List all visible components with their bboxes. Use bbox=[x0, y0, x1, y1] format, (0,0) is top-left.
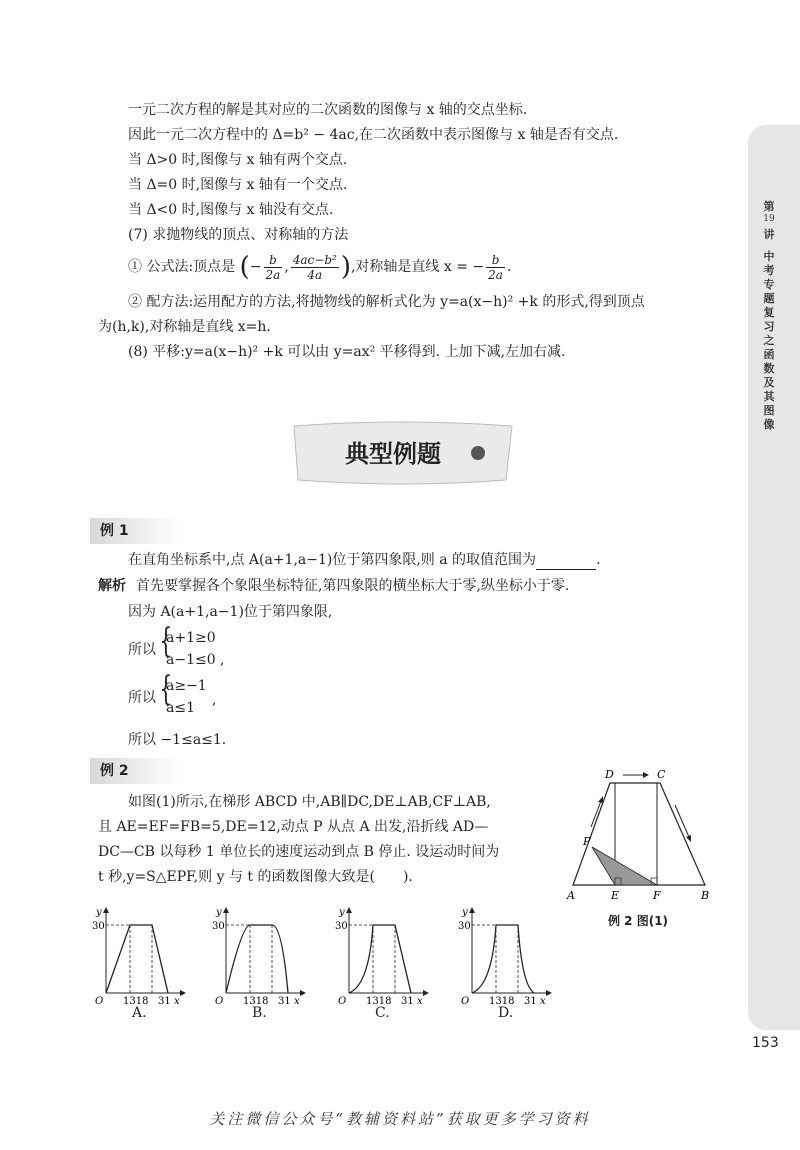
chapter-number: 19 bbox=[763, 214, 775, 224]
footer-note: 关注微信公众号“教辅资料站”获取更多学习资料 bbox=[209, 1110, 591, 1128]
section-banner bbox=[288, 418, 518, 488]
system2-comma: , bbox=[212, 692, 217, 708]
ex2-q4: t 秒,y=S△EPF,则 y 与 t 的函数图像大致是( ). bbox=[98, 869, 413, 885]
tick-30: 30 bbox=[212, 921, 225, 932]
axis-y-label: y bbox=[216, 907, 222, 918]
ex2-q2: 且 AE=EF=FB=5,DE=12,动点 P 从点 A 出发,沿折线 AD— bbox=[98, 819, 489, 835]
origin-label: O bbox=[215, 996, 224, 1005]
axis-x-label: x bbox=[294, 996, 300, 1005]
brace-2: { bbox=[159, 669, 173, 709]
system2-b: a≤1 bbox=[166, 700, 195, 716]
label-C: C bbox=[657, 768, 666, 781]
ex1-so-1: 所以 bbox=[128, 642, 156, 658]
frac-b-2a: $\frac{b}{2a}$ bbox=[265, 252, 281, 282]
tick-13-18: 1318 bbox=[489, 996, 515, 1005]
tick-31: 31 bbox=[158, 996, 171, 1005]
option-label-a[interactable]: A. bbox=[132, 1005, 147, 1021]
vertex-formula-prefix: ① 公式法:顶点是 bbox=[128, 259, 236, 275]
ex2-q3: DC—CB 以每秒 1 单位长的速度运动到点 B 停止. 设运动时间为 bbox=[98, 844, 500, 860]
option-label-c[interactable]: C. bbox=[375, 1005, 390, 1021]
label-P: P bbox=[583, 835, 591, 848]
option-label-b[interactable]: B. bbox=[252, 1005, 267, 1021]
origin-label: O bbox=[338, 996, 347, 1005]
graph-option-a bbox=[92, 905, 192, 1005]
vertex-formula-line: ① 公式法:顶点是 (− $\frac{b}{2a}$ , $\frac{\text{4ac−b²}}{4a}$ ),对称轴是直线 x = − $\frac{b}{2a}$ . bbox=[128, 252, 512, 282]
label-B: B bbox=[701, 889, 710, 902]
theory-line-2: 因此一元二次方程中的 Δ=b² − 4ac,在二次函数中表示图像与 x 轴是否有交点. bbox=[128, 127, 619, 143]
theory-line-4: 当 Δ=0 时,图像与 x 轴有一个交点. bbox=[128, 177, 348, 193]
tick-31: 31 bbox=[401, 996, 414, 1005]
ex2-q1: 如图(1)所示,在梯形 ABCD 中,AB∥DC,DE⊥AB,CF⊥AB, bbox=[128, 794, 491, 810]
tick-13-18: 1318 bbox=[366, 996, 392, 1005]
axis-y-label: y bbox=[96, 907, 102, 918]
banner-title: 典型例题 bbox=[345, 439, 441, 468]
solution-label: 解析 bbox=[98, 578, 126, 594]
chapter-title: 中考专题复习之函数及其图像 bbox=[763, 250, 775, 431]
ex1-solution-line-2: 因为 A(a+1,a−1)位于第四象限, bbox=[128, 604, 333, 620]
ex1-final: 所以 −1≤a≤1. bbox=[128, 732, 227, 748]
ex1-so-2: 所以 bbox=[128, 690, 156, 706]
chapter-di: 第 bbox=[763, 200, 775, 213]
theory-line-1: 一元二次方程的解是其对应的二次函数的图像与 x 轴的交点坐标. bbox=[128, 102, 528, 118]
theory-line-6: (7) 求抛物线的顶点、对称轴的方法 bbox=[128, 227, 349, 243]
tick-13-18: 1318 bbox=[243, 996, 269, 1005]
label-E: E bbox=[611, 889, 620, 902]
frac-4ac: $\frac{\text{4ac−b²}}{4a}$ bbox=[292, 252, 337, 282]
label-F: F bbox=[653, 889, 661, 902]
axis-y-label: y bbox=[339, 907, 345, 918]
tick-13-18: 1318 bbox=[123, 996, 149, 1005]
tick-30: 30 bbox=[92, 921, 105, 932]
frac-axis: $\frac{b}{2a}$ bbox=[488, 252, 503, 282]
axis-y-label: y bbox=[462, 907, 468, 918]
origin-label: O bbox=[461, 996, 470, 1005]
system1-a: a+1≥0 bbox=[166, 630, 216, 646]
graph-option-c bbox=[335, 905, 435, 1005]
system2-a: a≥−1 bbox=[166, 678, 207, 694]
origin-label: O bbox=[95, 996, 104, 1005]
theory-line-8: ② 配方法:运用配方的方法,将抛物线的解析式化为 y=a(x−h)² +k 的形式,得到顶点 bbox=[128, 294, 645, 310]
theory-line-5: 当 Δ<0 时,图像与 x 轴没有交点. bbox=[128, 202, 334, 218]
option-label-d[interactable]: D. bbox=[498, 1005, 514, 1021]
brace-1: { bbox=[159, 621, 173, 661]
answer-blank[interactable] bbox=[536, 555, 596, 570]
ex1-question-text: 在直角坐标系中,点 A(a+1,a−1)位于第四象限,则 a 的取值范围为 bbox=[128, 552, 537, 568]
figure-caption: 例 2 图(1) bbox=[608, 914, 669, 928]
tick-31: 31 bbox=[524, 996, 537, 1005]
theory-line-9: 为(h,k),对称轴是直线 x=h. bbox=[98, 319, 271, 335]
theory-line-10: (8) 平移:y=a(x−h)² +k 可以由 y=ax² 平移得到. 上加下减,左加右减. bbox=[128, 344, 566, 360]
system1-b: a−1≤0 bbox=[166, 652, 216, 668]
example-2-tag: 例 2 bbox=[90, 758, 180, 784]
chapter-jiang: 讲 bbox=[763, 228, 775, 241]
graph-option-b bbox=[212, 905, 312, 1005]
axis-x-label: x bbox=[417, 996, 423, 1005]
example-1-tag: 例 1 bbox=[90, 518, 180, 544]
graph-option-d bbox=[458, 905, 558, 1005]
label-D: D bbox=[605, 768, 614, 781]
trapezoid-figure bbox=[565, 765, 725, 905]
axis-x-label: x bbox=[540, 996, 546, 1005]
ex1-question: 在直角坐标系中,点 A(a+1,a−1)位于第四象限,则 a 的取值范围为 . bbox=[128, 552, 601, 568]
page-number: 153 bbox=[752, 1035, 779, 1051]
tick-31: 31 bbox=[278, 996, 291, 1005]
label-A: A bbox=[567, 889, 575, 902]
axis-x-label: x bbox=[174, 996, 180, 1005]
axis-text: ,对称轴是直线 x = − bbox=[350, 259, 485, 275]
tick-30: 30 bbox=[335, 921, 348, 932]
ex1-solution-line-1: 解析 首先要掌握各个象限坐标特征,第四象限的横坐标大于零,纵坐标小于零. bbox=[98, 578, 570, 594]
theory-line-3: 当 Δ>0 时,图像与 x 轴有两个交点. bbox=[128, 152, 348, 168]
tick-30: 30 bbox=[458, 921, 471, 932]
system1-comma: , bbox=[220, 652, 225, 668]
